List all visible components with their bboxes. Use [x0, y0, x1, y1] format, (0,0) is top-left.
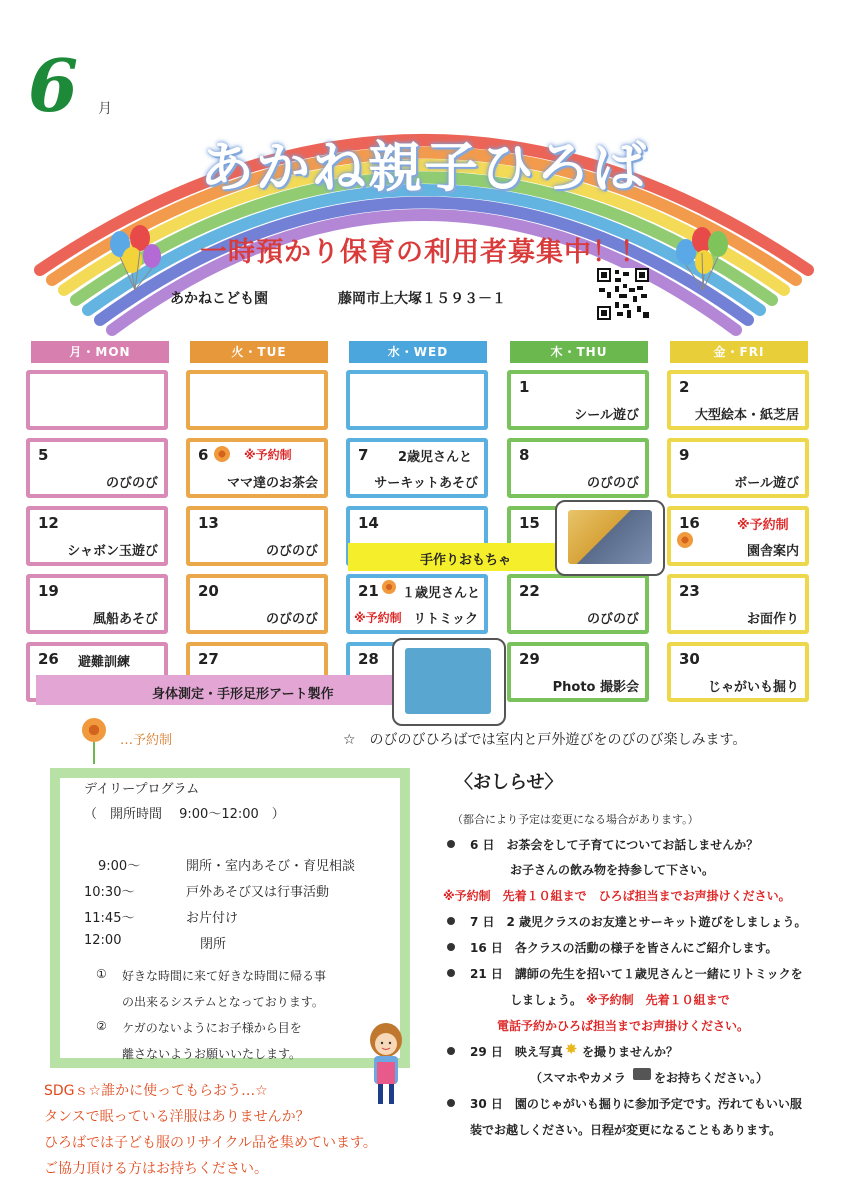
event-label: のびのび [586, 612, 639, 627]
sdgs-line: タンスで眠っている洋服はありませんか？ [44, 1109, 310, 1125]
event-label: のびのび [586, 476, 639, 491]
date-number: 28 [358, 650, 379, 668]
sparkle-icon: ✸ [565, 1040, 578, 1058]
calendar-cell[interactable] [507, 370, 649, 430]
opening-hours: （ 開所時間 9:00～12:00 ） [84, 807, 285, 822]
calendar-cell[interactable] [667, 574, 809, 634]
girl-illustration [360, 1020, 412, 1112]
date-number: 5 [38, 446, 49, 464]
flower-icon [382, 580, 396, 594]
bullet-icon [447, 1099, 455, 1107]
notice-line: 21 日 講師の先生を招いて１歳児さんと一緒にリトミックを [470, 967, 803, 981]
toy-photo [568, 510, 652, 564]
notice-line-reserve: 電話予約かひろば担当までお声掛けください。 [497, 1019, 750, 1033]
note-number: ① [96, 967, 107, 981]
calendar-cell[interactable] [186, 506, 328, 566]
reservation-label: ※予約制 [354, 611, 402, 625]
notice-line: 16 日 各クラスの活動の様子を皆さんにご紹介します。 [470, 941, 778, 955]
date-number: 26 [38, 650, 59, 668]
notice-line: 7 日 2 歳児クラスのお友達とサーキット遊びをしましょう。 [470, 915, 807, 929]
note-text: 離さないようお願いいたします。 [122, 1047, 302, 1061]
qr-code-icon[interactable] [597, 268, 649, 320]
date-number: 20 [198, 582, 219, 600]
calendar-cell[interactable] [507, 574, 649, 634]
calendar-cell[interactable] [26, 438, 168, 498]
date-number: 29 [519, 650, 540, 668]
notice-line-reserve: ※予約制 先着１０組まで ひろば担当までお声掛けください。 [443, 889, 791, 903]
date-number: 19 [38, 582, 59, 600]
event-label: Photo 撮影会 [552, 680, 639, 695]
date-number: 12 [38, 514, 59, 532]
calendar-cell[interactable] [507, 438, 649, 498]
date-number: 13 [198, 514, 219, 532]
nobinobi-note: ☆ のびのびひろばでは室内と戸外遊びをのびのび楽しみます。 [343, 732, 747, 748]
note-text: 好きな時間に来て好きな時間に帰る事 [122, 969, 327, 983]
date-number: 15 [519, 514, 540, 532]
date-number: 30 [679, 650, 700, 668]
notice-line: しましょう。 [510, 993, 583, 1007]
date-number: 2 [679, 378, 690, 396]
flower-icon [677, 532, 693, 548]
event-label: 園舎案内 [746, 544, 799, 559]
date-number: 7 [358, 446, 369, 464]
bullet-icon [447, 840, 455, 848]
event-label: 大型絵本・紙芝居 [694, 408, 799, 423]
date-number: 8 [519, 446, 530, 464]
calendar-cell[interactable] [667, 642, 809, 702]
sdgs-line: ご協力頂ける方はお持ちください。 [44, 1161, 268, 1177]
sdgs-line: ひろばでは子ども服のリサイクル品を集めています。 [44, 1135, 377, 1151]
day-header-thu: 木・THU [510, 341, 648, 363]
bullet-icon [447, 943, 455, 951]
schedule-item: 閉所 [200, 937, 227, 952]
reservation-label: ※予約制 [244, 448, 292, 462]
event-label: シール遊び [574, 408, 639, 423]
event-note: １歳児さんと [402, 586, 481, 601]
notice-line: 装でお越しください。日程が変更になることもあります。 [470, 1123, 782, 1137]
event-label: ママ達のお茶会 [226, 476, 318, 491]
sdgs-line: SDGｓ☆誰かに使ってもらおう…☆ [44, 1083, 268, 1099]
day-header-fri: 金・FRI [670, 341, 808, 363]
schedule-time: 11:45～ [84, 911, 135, 926]
schedule-time: 9:00～ [98, 859, 141, 874]
calendar-cell[interactable] [346, 438, 488, 498]
camera-icon [633, 1068, 651, 1080]
flower-icon [82, 718, 106, 742]
event-banner-label: 手作りおもちゃ [420, 553, 512, 568]
address: 藤岡市上大塚１５９３－１ [338, 291, 506, 307]
event-label: シャボン玉遊び [67, 544, 158, 559]
flower-stem [93, 742, 95, 764]
bullet-icon [447, 917, 455, 925]
date-number: 14 [358, 514, 379, 532]
date-number: 9 [679, 446, 690, 464]
schedule-item: 戸外あそび又は行事活動 [186, 885, 330, 900]
note-text: の出来るシステムとなっております。 [122, 995, 324, 1009]
event-label: 風船あそび [92, 612, 158, 627]
month-suffix: 月 [98, 101, 112, 117]
event-note: 2歳児さんと [398, 450, 473, 465]
calendar-cell[interactable] [186, 438, 328, 498]
month-number: 6 [28, 43, 79, 128]
recruit-subtitle: 一時預かり保育の利用者募集中！！ [200, 237, 648, 268]
event-label: のびのび [265, 612, 318, 627]
date-number: 23 [679, 582, 700, 600]
calendar-cell[interactable] [346, 574, 488, 634]
reserve-legend: …予約制 [120, 733, 173, 748]
page-title: あかね親子ひろば [200, 136, 648, 199]
event-label: じゃがいも掘り [707, 680, 799, 695]
note-text: ケガのないようにお子様から目を [122, 1021, 302, 1035]
calendar-cell[interactable] [667, 506, 809, 566]
event-label: リトミック [413, 612, 478, 627]
date-number: 16 [679, 514, 700, 532]
calendar-cell[interactable] [186, 370, 328, 430]
notice-note: （都合により予定は変更になる場合があります。） [452, 813, 699, 826]
event-banner-label: 身体測定・手形足形アート製作 [152, 687, 334, 702]
calendar-cell[interactable] [26, 506, 168, 566]
event-note: 避難訓練 [78, 655, 131, 670]
handprint-art-photo [405, 648, 491, 714]
schedule-item: お片付け [186, 911, 239, 926]
bullet-icon [447, 1047, 455, 1055]
day-header-wed: 水・WED [349, 341, 487, 363]
day-header-tue: 火・TUE [190, 341, 328, 363]
notice-line: お子さんの飲み物を持参して下さい。 [510, 863, 715, 877]
bullet-icon [447, 969, 455, 977]
schedule-item: 開所・室内あそび・育児相談 [186, 859, 356, 874]
calendar-cell[interactable] [26, 574, 168, 634]
notice-line-reserve: ※予約制 先着１０組まで [586, 993, 730, 1007]
date-number: 6 [198, 446, 209, 464]
notice-line: （スマホやカメラ [530, 1071, 626, 1085]
organization-name: あかねこども園 [170, 291, 268, 307]
daily-title: デイリープログラム [84, 782, 200, 797]
notice-line: 30 日 園のじゃがいも掘りに参加予定です。汚れてもいい服 [470, 1097, 802, 1111]
event-label: のびのび [265, 544, 318, 559]
notice-line: 6 日 お茶会をして子育てについてお話しませんか？ [470, 838, 759, 852]
calendar-cell[interactable] [26, 370, 168, 430]
notice-line: を撮りませんか？ [582, 1045, 679, 1059]
notice-line: をお持ちください。） [654, 1071, 769, 1085]
notice-title: 〈おしらせ〉 [455, 772, 563, 793]
notice-line: 29 日 映え写真 [470, 1045, 563, 1059]
reservation-label: ※予約制 [737, 518, 789, 533]
flower-icon [214, 446, 230, 462]
schedule-time: 12:00 [84, 933, 122, 948]
calendar-cell[interactable] [667, 370, 809, 430]
event-label: のびのび [105, 476, 158, 491]
schedule-time: 10:30～ [84, 885, 135, 900]
event-label: サーキットあそび [374, 476, 478, 491]
day-header-mon: 月・MON [31, 341, 169, 363]
calendar-cell[interactable] [186, 574, 328, 634]
calendar-cell[interactable] [346, 370, 488, 430]
calendar-cell[interactable] [507, 642, 649, 702]
date-number: 1 [519, 378, 530, 396]
note-number: ② [96, 1019, 107, 1033]
date-number: 21 [358, 582, 379, 600]
calendar-cell[interactable] [667, 438, 809, 498]
date-number: 27 [198, 650, 219, 668]
event-label: ボール遊び [734, 476, 799, 491]
event-label: お面作り [746, 612, 799, 627]
date-number: 22 [519, 582, 540, 600]
